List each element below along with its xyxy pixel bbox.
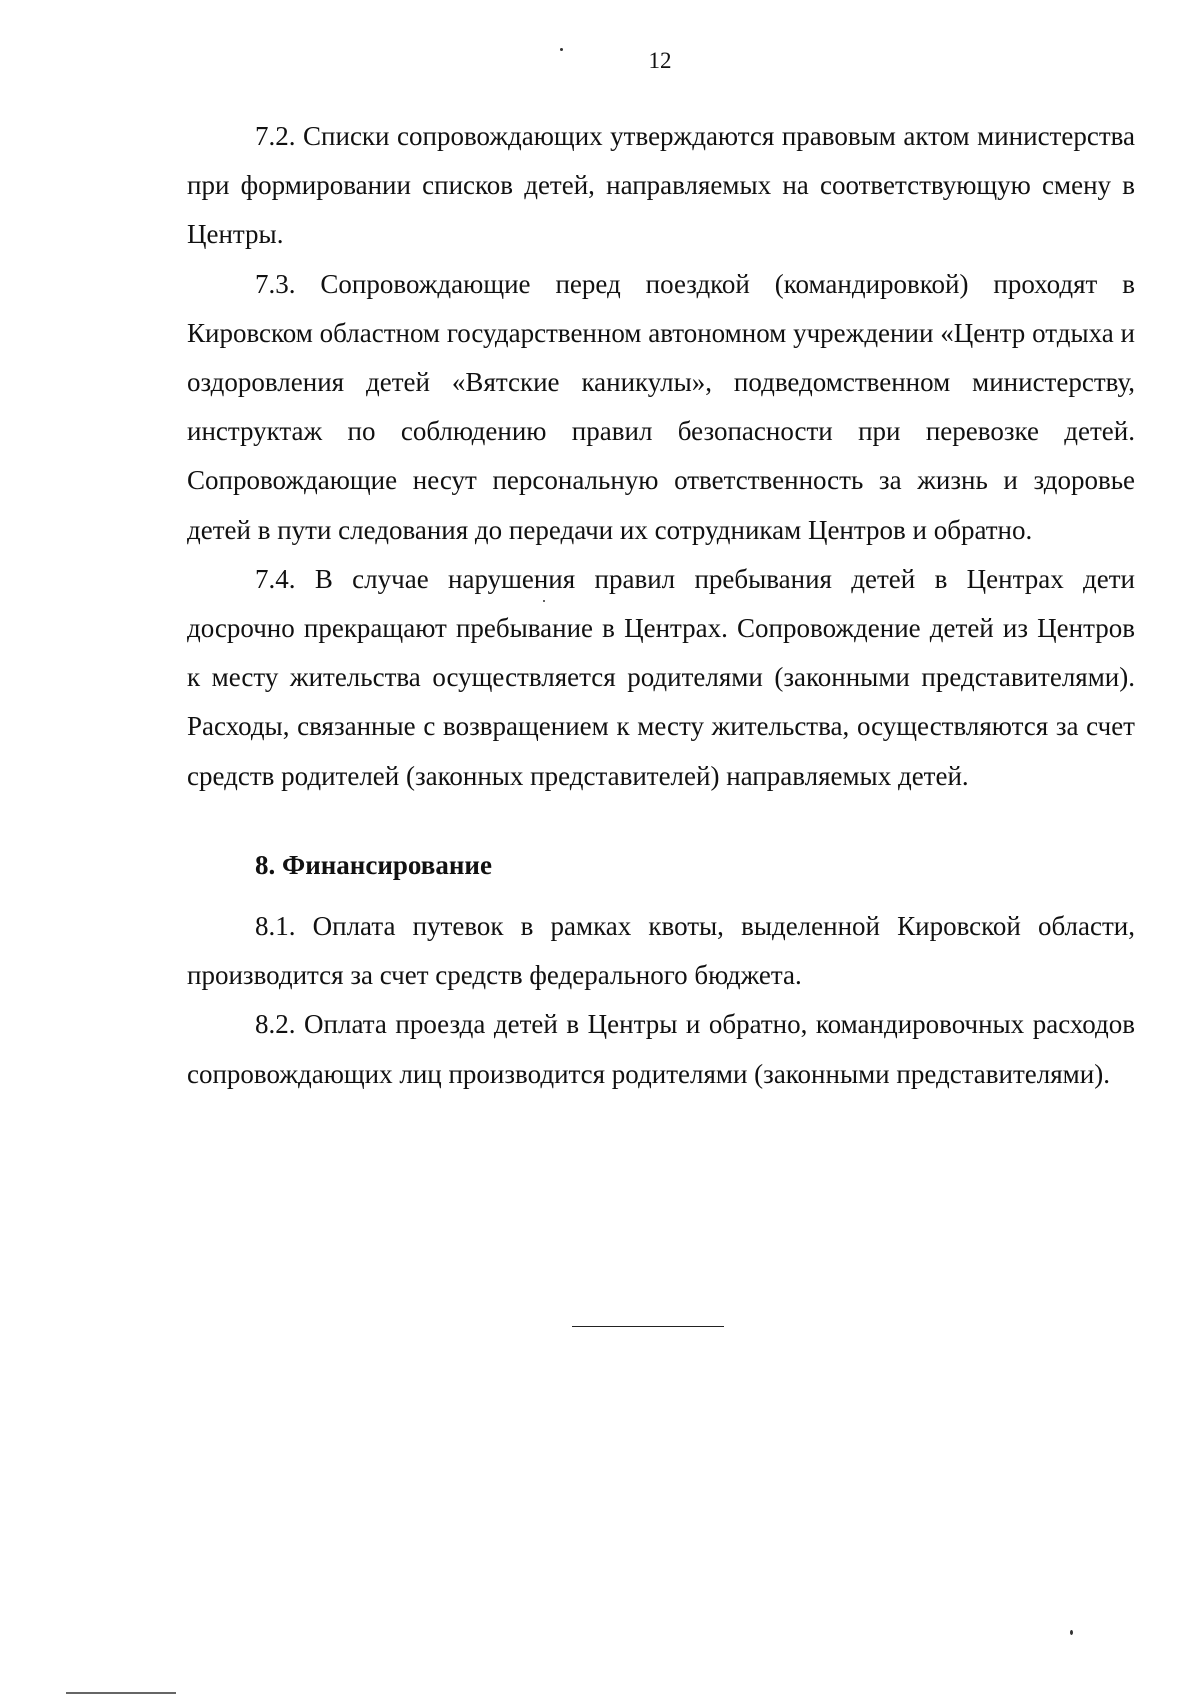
document-body xyxy=(187,112,1135,1099)
page-number: 12 xyxy=(648,48,672,73)
end-of-document-rule xyxy=(572,1326,724,1327)
paragraph-7-3: 7.3. Сопровождающие перед поездкой (командировкой) проходят в Кировском областном государственном автономном учреждении «Центр отдыха и оздоровления детей «Вятские каникулы», подведомственном министерству, инструктаж по соблюдению правил безопасности при перевозке детей. Сопровождающие несут персональную ответственность за жизнь и здоровье детей в пути следования до передачи их сотрудникам Центров и обратно. xyxy=(187,268,1135,545)
scan-speck xyxy=(560,48,563,51)
scan-speck xyxy=(1070,1630,1073,1635)
paragraph-7-2: 7.2. Списки сопровождающих утверждаются правовым актом министерства при формировании списков детей, направляемых на соответствующую смену в Центры. xyxy=(187,121,1135,250)
paragraph-8-1: 8.1. Оплата путевок в рамках квоты, выделенной Кировской области, производится за счет средств федерального бюджета. xyxy=(187,911,1135,991)
scan-speck xyxy=(543,600,545,602)
section-heading-financing: 8. Финансирование xyxy=(255,849,492,880)
paragraph-7-4: 7.4. В случае нарушения правил пребывания детей в Центрах дети досрочно прекращают пребывание в Центрах. Сопровождение детей из Центров к месту жительства осуществляется родителями (законными представителями). Расходы, связанные с возвращением к месту жительства, осуществляются за счет средств родителей (законных представителей) направляемых детей. xyxy=(187,563,1135,791)
paragraph-8-2: 8.2. Оплата проезда детей в Центры и обратно, командировочных расходов сопровождающих лиц производится родителями (законными представителями). xyxy=(187,1009,1135,1089)
scan-edge-mark xyxy=(66,1692,176,1694)
